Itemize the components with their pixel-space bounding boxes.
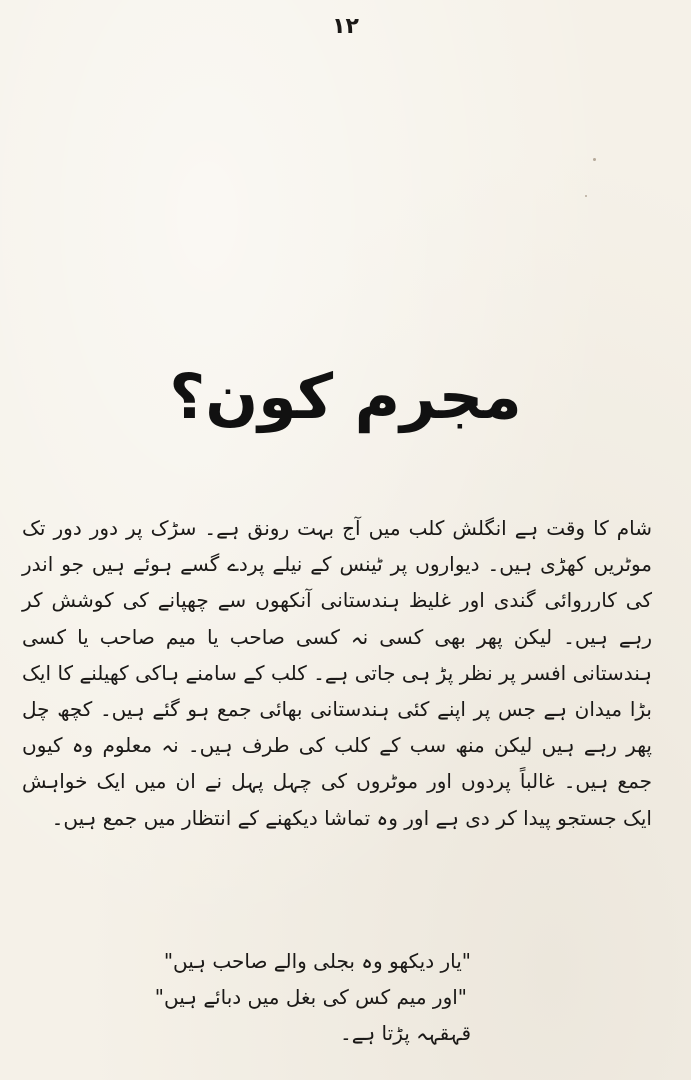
dialogue-line: "یار دیکھو وہ بجلی والے صاحب ہیں" [163, 949, 471, 973]
paper-speck [585, 195, 587, 197]
body-paragraph: شام کا وقت ہے انگلش کلب میں آج بہت رونق ہے۔ سڑک پر دور دور تک موٹریں کھڑی ہیں۔ دیواروں پر ٹینس کے نیلے پردے گسے ہوئے ہیں جو اندر کی کارروائی گندی اور غلیظ ہندستانی آنکھوں سے چھپانے کی کوشش کر رہے ہیں۔ لیکن پھر بھی کسی نہ کسی صاحب یا میم صاحب یا کسی ہندستانی افسر پر نظر پڑ ہی جاتی ہے۔ کلب کے سامنے ہاکی کھیلنے کا ایک بڑا میدان ہے جس پر اپنے کئی ہندستانی بھائی جمع ہو گئے ہیں۔ کچھ چل پھر رہے ہیں لیکن منھ سب کے کلب کی طرف ہیں۔ نہ معلوم وہ کیوں جمع ہیں۔ غالباً پردوں اور موٹروں کی چہل پہل نے ان میں ایک خواہش ایک جستجو پیدا کر دی ہے اور وہ تماشا دیکھنے کے انتظار میں جمع ہیں۔ [22, 516, 652, 830]
body-paragraph-block [22, 510, 652, 836]
chapter-title: مجرم کون؟ [169, 360, 522, 433]
dialogue-line: قہقہہ پڑتا ہے۔ [340, 1021, 471, 1046]
dialogue-line: "اور میم کس کی بغل میں دبائے ہیں" [154, 985, 467, 1010]
dialogue-block [31, 943, 471, 1052]
paper-speck [593, 158, 596, 161]
page-number: ۱۲ [332, 14, 359, 39]
